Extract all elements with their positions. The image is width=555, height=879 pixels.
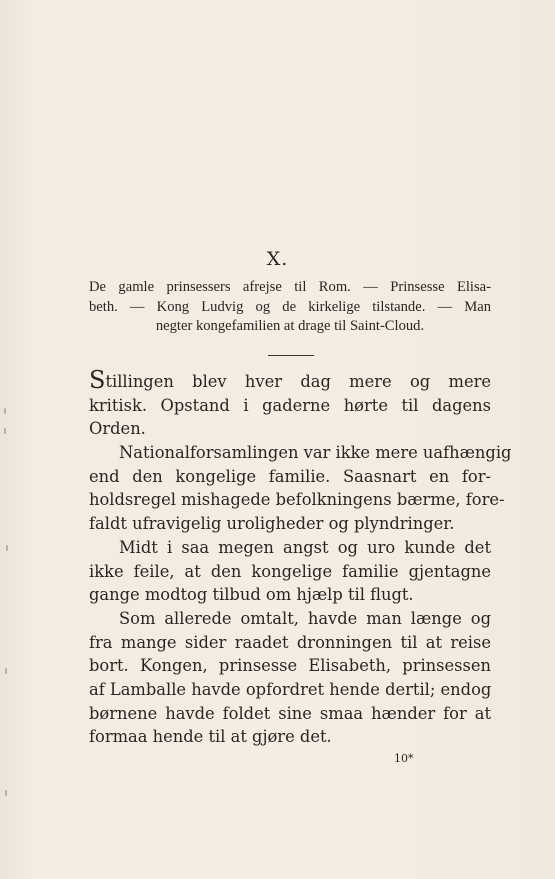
body-line: holdsregel mishagede befolkningens bærme, fore-: [89, 490, 505, 510]
body-line: kritisk. Opstand i gaderne hørte til dagens: [89, 395, 491, 415]
body-text: [89, 366, 512, 749]
body-line: af Lamballe havde opfordret hende dertil; endog: [89, 679, 492, 699]
summary-line: negter kongefamilien at drage til Saint-Cloud.: [155, 318, 425, 334]
body-line: ikke feile, at den kongelige familie gjentagne: [89, 561, 491, 581]
paper-blemish: [6, 545, 8, 551]
summary-line: beth. — Kong Ludvig og de kirkelige tilstande. — Man: [89, 298, 491, 315]
signature-mark: 10*: [394, 752, 414, 765]
chapter-number: X.: [266, 248, 289, 270]
body-line: fra mange sider raadet dronningen til at reise: [89, 632, 491, 652]
body-line: Som allerede omtalt, havde man længe og: [119, 608, 491, 628]
body-line: Orden.: [89, 419, 146, 439]
body-line: faldt ufravigelig uroligheder og plyndringer.: [89, 514, 455, 534]
section-divider: [268, 355, 314, 356]
paper-blemish: [5, 790, 7, 796]
body-line: [89, 366, 491, 394]
body-line: bort. Kongen, prinsesse Elisabeth, prinsessen: [89, 656, 491, 676]
summary-line: De gamle prinsessers afrejse til Rom. — Prinsesse Elisa-: [89, 279, 491, 295]
body-line: formaa hende til at gjøre det.: [89, 727, 332, 747]
paper-blemish: [5, 668, 7, 674]
body-line: end den kongelige familie. Saasnart en for-: [89, 466, 491, 486]
body-line: børnene havde foldet sine smaa hænder for at: [89, 703, 491, 723]
body-line: Midt i saa megen angst og uro kunde det: [119, 537, 491, 557]
body-line: Nationalforsamlingen var ikke mere uafhængig: [119, 443, 512, 463]
paper-blemish: [4, 408, 6, 414]
chapter-summary: [89, 278, 491, 337]
paper-blemish: [4, 428, 6, 434]
body-line-text: tillingen blev hver dag mere og mere: [105, 372, 491, 391]
body-line: gange modtog tilbud om hjælp til flugt.: [89, 585, 414, 605]
drop-cap: S: [89, 366, 106, 394]
